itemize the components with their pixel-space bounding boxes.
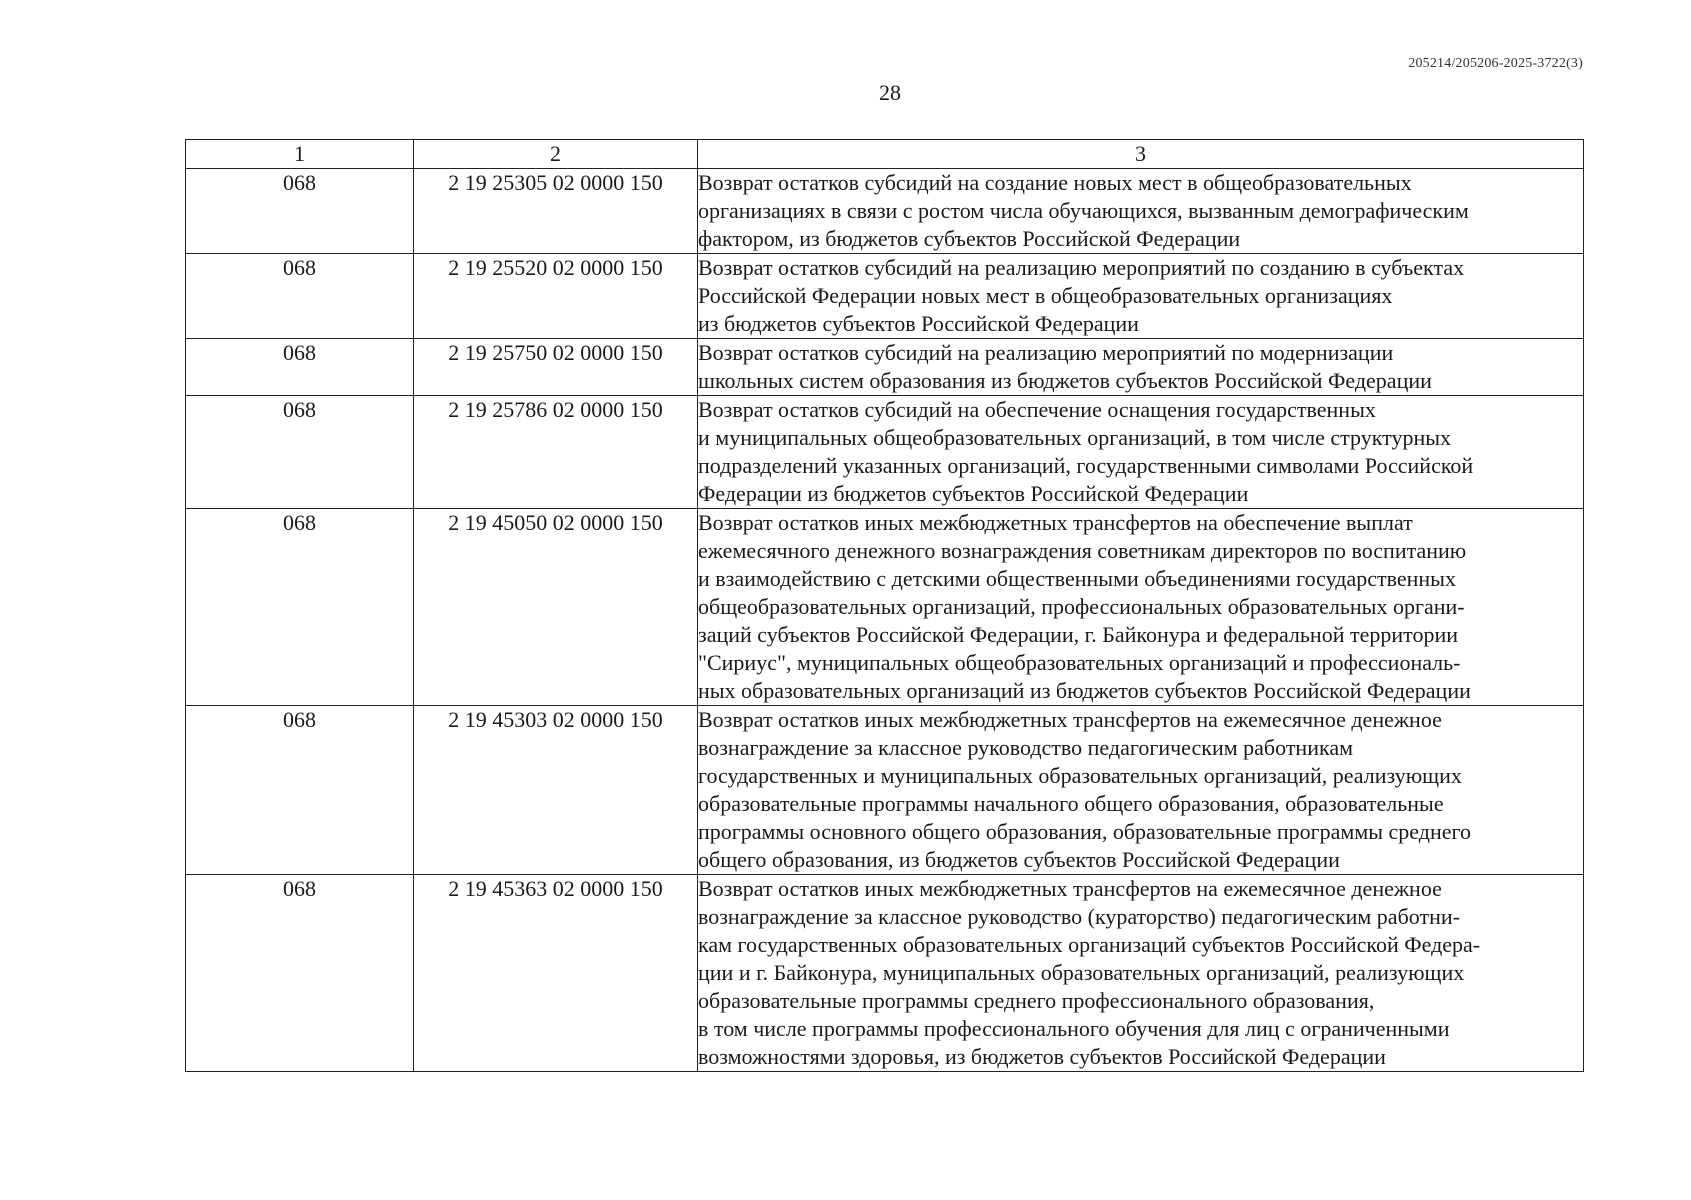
description-line: организациях в связи с ростом числа обучающихся, вызванным демографическим bbox=[698, 198, 1469, 223]
budget-code-cell: 2 19 25520 02 0000 150 bbox=[414, 254, 698, 339]
description-line: и муниципальных общеобразовательных организаций, в том числе структурных bbox=[698, 425, 1452, 450]
budget-code-cell: 2 19 45363 02 0000 150 bbox=[414, 875, 698, 1072]
description-line: ных образовательных организаций из бюджетов субъектов Российской Федерации bbox=[698, 678, 1471, 703]
description-cell bbox=[698, 169, 1584, 254]
description-cell bbox=[698, 254, 1584, 339]
table-row bbox=[186, 339, 1584, 396]
description-line: программы основного общего образования, образовательные программы среднего bbox=[698, 819, 1471, 844]
column-header-3: 3 bbox=[698, 140, 1584, 169]
description-line: заций субъектов Российской Федерации, г. Байконура и федеральной территории bbox=[698, 622, 1458, 647]
table-row bbox=[186, 875, 1584, 1072]
description-line: школьных систем образования из бюджетов субъектов Российской Федерации bbox=[698, 368, 1432, 393]
admin-code-cell: 068 bbox=[186, 396, 414, 509]
admin-code-cell: 068 bbox=[186, 509, 414, 706]
table-body bbox=[186, 169, 1584, 1072]
table-row bbox=[186, 254, 1584, 339]
budget-code-cell: 2 19 25305 02 0000 150 bbox=[414, 169, 698, 254]
description-line: и взаимодействию с детскими общественными объединениями государственных bbox=[698, 566, 1456, 591]
budget-code-cell: 2 19 25750 02 0000 150 bbox=[414, 339, 698, 396]
description-line: ции и г. Байконура, муниципальных образовательных организаций, реализующих bbox=[698, 960, 1465, 985]
description-line: Возврат остатков субсидий на обеспечение оснащения государственных bbox=[698, 397, 1376, 422]
description-line: образовательные программы среднего профессионального образования, bbox=[698, 988, 1375, 1013]
description-line: кам государственных образовательных организаций субъектов Российской Федера- bbox=[698, 932, 1481, 957]
description-line: "Сириус", муниципальных общеобразовательных организаций и профессиональ- bbox=[698, 650, 1461, 675]
description-line: подразделений указанных организаций, государственными символами Российской bbox=[698, 453, 1474, 478]
budget-code-cell: 2 19 25786 02 0000 150 bbox=[414, 396, 698, 509]
description-line: ежемесячного денежного вознаграждения советникам директоров по воспитанию bbox=[698, 538, 1467, 563]
description-line: вознаграждение за классное руководство педагогическим работникам bbox=[698, 735, 1354, 760]
budget-code-cell: 2 19 45050 02 0000 150 bbox=[414, 509, 698, 706]
budget-classification-table bbox=[185, 139, 1584, 1072]
column-header-2: 2 bbox=[414, 140, 698, 169]
table-row bbox=[186, 169, 1584, 254]
document-id: 205214/205206-2025-3722(3) bbox=[1408, 56, 1583, 71]
description-line: Возврат остатков иных межбюджетных трансфертов на обеспечение выплат bbox=[698, 510, 1413, 535]
admin-code-cell: 068 bbox=[186, 339, 414, 396]
description-line: вознаграждение за классное руководство (кураторство) педагогическим работни- bbox=[698, 904, 1460, 929]
description-line: Возврат остатков субсидий на реализацию мероприятий по созданию в субъектах bbox=[698, 255, 1465, 280]
description-line: Возврат остатков субсидий на реализацию мероприятий по модернизации bbox=[698, 340, 1394, 365]
admin-code-cell: 068 bbox=[186, 169, 414, 254]
description-line: фактором, из бюджетов субъектов Российской Федерации bbox=[698, 226, 1241, 251]
table-header-row bbox=[186, 140, 1584, 169]
description-line: Возврат остатков иных межбюджетных трансфертов на ежемесячное денежное bbox=[698, 876, 1442, 901]
table-row bbox=[186, 396, 1584, 509]
description-cell bbox=[698, 706, 1584, 875]
description-cell bbox=[698, 339, 1584, 396]
admin-code-cell: 068 bbox=[186, 706, 414, 875]
table-row bbox=[186, 509, 1584, 706]
description-line: возможностями здоровья, из бюджетов субъектов Российской Федерации bbox=[698, 1044, 1386, 1069]
admin-code-cell: 068 bbox=[186, 254, 414, 339]
description-line: Российской Федерации новых мест в общеобразовательных организациях bbox=[698, 283, 1393, 308]
table-row bbox=[186, 706, 1584, 875]
admin-code-cell: 068 bbox=[186, 875, 414, 1072]
description-cell bbox=[698, 509, 1584, 706]
description-line: из бюджетов субъектов Российской Федерации bbox=[698, 311, 1139, 336]
description-cell bbox=[698, 396, 1584, 509]
description-line: Возврат остатков иных межбюджетных трансфертов на ежемесячное денежное bbox=[698, 707, 1442, 732]
column-header-1: 1 bbox=[186, 140, 414, 169]
description-line: в том числе программы профессионального обучения для лиц с ограниченными bbox=[698, 1016, 1450, 1041]
description-line: образовательные программы начального общего образования, образовательные bbox=[698, 791, 1444, 816]
description-line: государственных и муниципальных образовательных организаций, реализующих bbox=[698, 763, 1462, 788]
description-line: общего образования, из бюджетов субъектов Российской Федерации bbox=[698, 847, 1340, 872]
budget-code-cell: 2 19 45303 02 0000 150 bbox=[414, 706, 698, 875]
description-cell bbox=[698, 875, 1584, 1072]
description-line: Возврат остатков субсидий на создание новых мест в общеобразовательных bbox=[698, 170, 1412, 195]
description-line: общеобразовательных организаций, профессиональных образовательных органи- bbox=[698, 594, 1465, 619]
page-number: 28 bbox=[879, 80, 901, 105]
description-line: Федерации из бюджетов субъектов Российской Федерации bbox=[698, 481, 1249, 506]
